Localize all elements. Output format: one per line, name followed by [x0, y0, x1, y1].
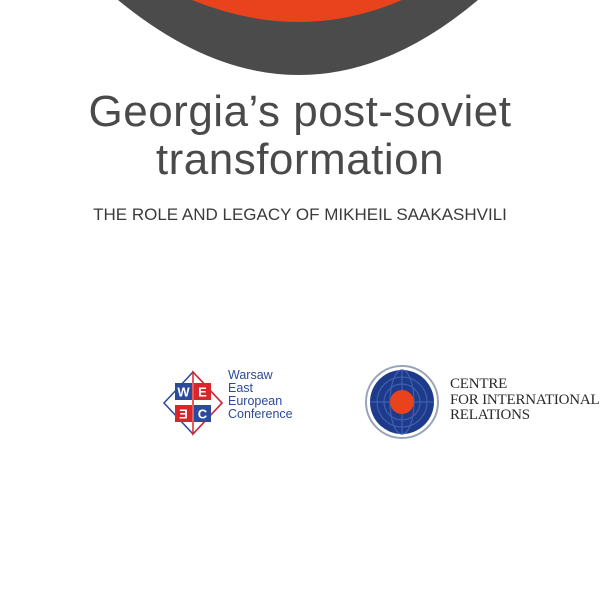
cir-logo-text — [450, 377, 600, 424]
wec-text-line-3: European — [228, 394, 283, 408]
slide-title — [0, 88, 600, 184]
slide-subtitle: THE ROLE AND LEGACY OF MIKHEIL SAAKASHVILI — [93, 205, 507, 224]
wec-logo-text — [228, 369, 293, 421]
cir-text-line-1: CENTRE — [450, 376, 508, 392]
decorative-arc — [0, 0, 600, 90]
wec-text-line-1: Warsaw — [228, 368, 273, 382]
cir-text-line-2: FOR INTERNATIONAL — [450, 391, 600, 408]
wec-text-line-2: East — [228, 381, 254, 395]
cir-logo — [364, 364, 600, 444]
logo-row — [0, 352, 600, 452]
wec-text-line-4: Conference — [228, 407, 293, 421]
wec-letter-e-mirrored: Ǝ — [179, 406, 188, 422]
cir-globe-emblem-icon — [364, 364, 440, 440]
wec-letter-c: C — [197, 406, 208, 422]
wec-letter-w: W — [177, 384, 190, 400]
cir-text-line-3: RELATIONS — [450, 407, 530, 423]
wec-logo-mark-icon — [162, 370, 224, 436]
title-line-2: transformation — [155, 135, 445, 184]
title-line-1: Georgia’s post-soviet — [88, 87, 512, 136]
wec-letter-e: E — [198, 384, 207, 400]
wec-logo — [162, 364, 302, 444]
